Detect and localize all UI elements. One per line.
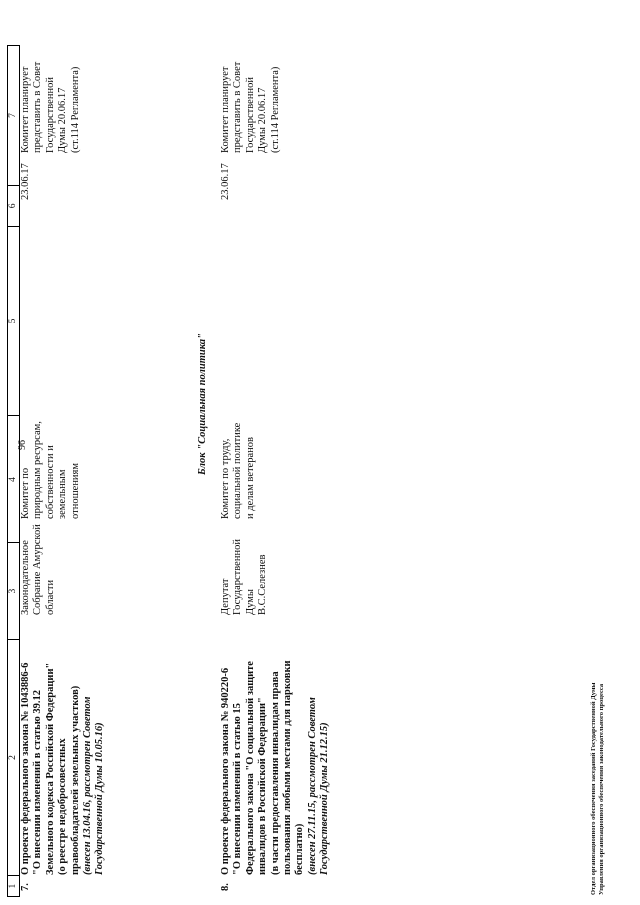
initiator-line: области bbox=[44, 579, 56, 615]
row-date: 23.06.17 bbox=[20, 163, 31, 200]
committee-line: и делам ветеранов bbox=[244, 437, 256, 519]
row-committee bbox=[20, 421, 82, 519]
title-line: "О внесении изменений в статью 15 bbox=[232, 703, 244, 875]
title-line: (о реестре недобросовестных bbox=[57, 738, 69, 875]
title-line: инвалидов в Российской Федерации" bbox=[257, 697, 269, 875]
row-number: 7. bbox=[20, 883, 31, 891]
committee-line: Комитет по bbox=[20, 467, 31, 519]
title-line: Земельного кодекса Российской Федерации" bbox=[44, 662, 56, 875]
note-line: (внесен 13.04.16, рассмотрен Советом bbox=[82, 696, 94, 875]
initiator-line: В.С.Селезнев bbox=[257, 554, 269, 615]
col-header-4: 4 bbox=[8, 415, 19, 542]
col-header-6: 6 bbox=[8, 185, 19, 226]
initiator-line: Думы bbox=[244, 589, 256, 615]
initiator-line: Законодательное bbox=[20, 540, 31, 615]
row-initiator bbox=[20, 524, 57, 615]
page-number: 96 bbox=[17, 440, 28, 450]
footer bbox=[590, 683, 606, 895]
title-line: "О внесении изменений в статью 39.12 bbox=[32, 690, 44, 875]
title-line: пользования любыми местами для парковки bbox=[282, 660, 294, 875]
plan-line: Государственной bbox=[244, 77, 256, 153]
note-line: Государственной Думы 21.12.15) bbox=[319, 722, 331, 875]
committee-line: собственности и bbox=[44, 445, 56, 519]
committee-line: социальной политике bbox=[232, 422, 244, 519]
row-date: 23.06.17 bbox=[220, 163, 231, 200]
note-line: (внесен 27.11.15, рассмотрен Советом bbox=[306, 697, 318, 875]
title-line: О проекте федерального закона № 1043886-6 bbox=[20, 662, 31, 875]
title-line: О проекте федерального закона № 940220-6 bbox=[220, 667, 231, 875]
initiator-line: Собрание Амурской bbox=[32, 524, 44, 615]
title-line: Федерального закона "О социальной защите bbox=[244, 661, 256, 875]
col-header-3: 3 bbox=[8, 542, 19, 638]
title-line: бесплатно) bbox=[294, 823, 306, 875]
plan-line: представить в Совет bbox=[32, 61, 44, 153]
title-line: (в части предоставления инвалидам права bbox=[269, 671, 281, 875]
plan-line: Комитет планирует bbox=[220, 66, 231, 153]
note-line: Государственной Думы 10.05.16) bbox=[94, 722, 106, 875]
row-title bbox=[220, 630, 332, 875]
initiator-line: Депутат bbox=[220, 578, 231, 615]
col-header-2: 2 bbox=[8, 639, 19, 875]
plan-line: Государственной bbox=[44, 77, 56, 153]
plan-line: представить в Совет bbox=[232, 61, 244, 153]
plan-line: (ст.114 Регламента) bbox=[269, 66, 281, 153]
plan-line: Думы 20.06.17 bbox=[57, 87, 69, 153]
initiator-line: Государственной bbox=[232, 539, 244, 615]
col-header-5: 5 bbox=[8, 226, 19, 416]
table-header bbox=[7, 45, 20, 897]
committee-line: отношениям bbox=[69, 462, 81, 519]
plan-line: Комитет планирует bbox=[20, 66, 31, 153]
committee-line: земельным bbox=[57, 469, 69, 519]
row-number: 8. bbox=[220, 883, 231, 891]
title-line: правообладателей земельных участков) bbox=[69, 685, 81, 875]
row-plan bbox=[220, 62, 282, 153]
footer-line: Отдел организационного обеспечения заседаний Государственной Думы bbox=[590, 682, 597, 895]
committee-line: природным ресурсам, bbox=[32, 421, 44, 519]
col-header-1: 1 bbox=[8, 875, 19, 896]
plan-line: (ст.114 Регламента) bbox=[69, 66, 81, 153]
block-title: Блок "Социальная политика" bbox=[197, 333, 208, 475]
col-header-7: 7 bbox=[8, 113, 18, 118]
row-committee bbox=[220, 423, 257, 519]
row-plan bbox=[20, 62, 82, 153]
plan-line: Думы 20.06.17 bbox=[257, 87, 269, 153]
row-initiator bbox=[220, 539, 270, 615]
footer-line: Управления организационного обеспечения законодательного процесса bbox=[598, 683, 605, 895]
row-title bbox=[20, 630, 107, 875]
committee-line: Комитет по труду, bbox=[220, 438, 231, 519]
